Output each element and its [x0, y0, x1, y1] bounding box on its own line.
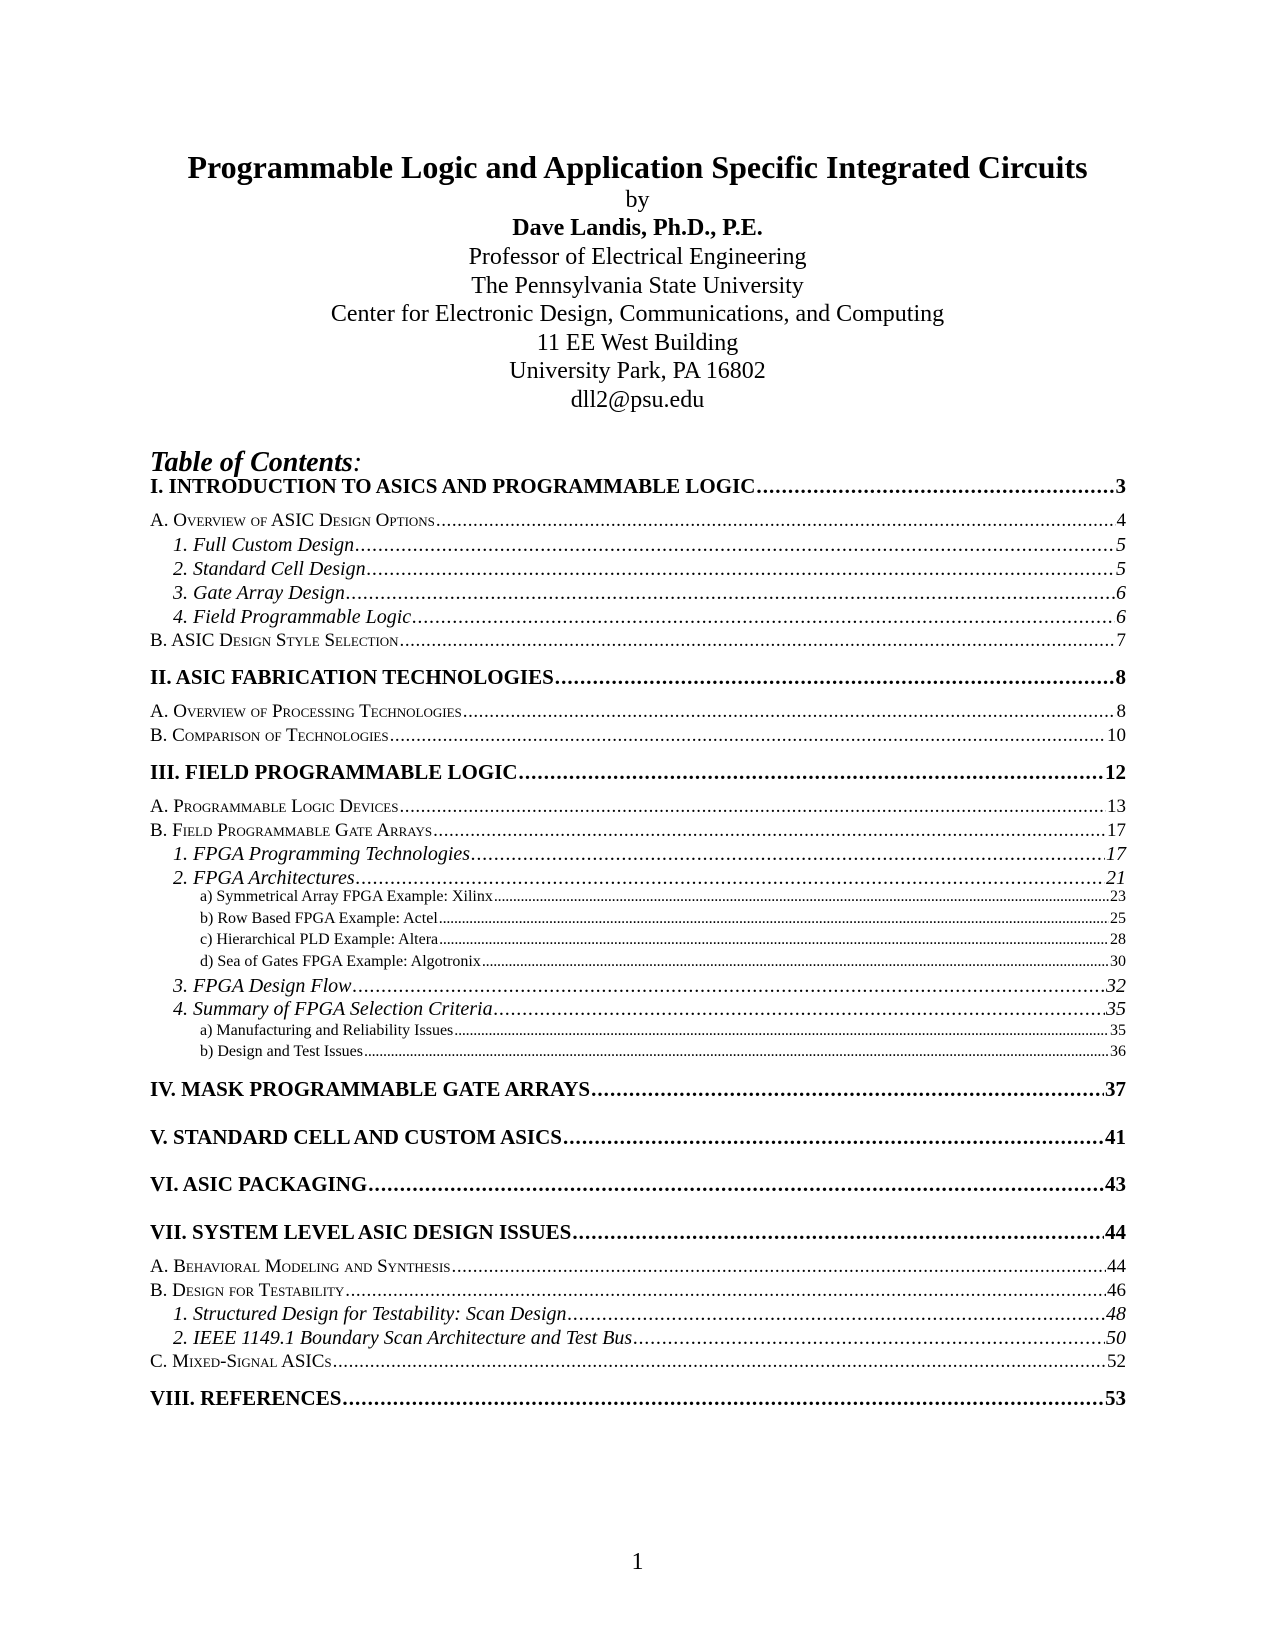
toc-entry-page-number: 6	[1116, 606, 1126, 628]
toc-entry-label: a) Symmetrical Array FPGA Example: Xilinx	[200, 888, 493, 905]
toc-entry-chapter[interactable]	[150, 1386, 1126, 1411]
toc-entry-page-number: 43	[1105, 1172, 1126, 1196]
toc-entry-label: 1. Full Custom Design	[173, 534, 355, 556]
toc-entry-label: 4. Field Programmable Logic	[173, 606, 412, 628]
toc-entry-label: VII. SYSTEM LEVEL ASIC DESIGN ISSUES	[150, 1220, 572, 1244]
toc-entry-label: III. FIELD PROGRAMMABLE LOGIC	[150, 760, 518, 784]
toc-dot-leader	[400, 630, 1116, 652]
toc-entry-label: 3. FPGA Design Flow	[173, 975, 352, 997]
toc-entry-sub[interactable]	[173, 975, 1126, 998]
toc-entry-label: IV. MASK PROGRAMMABLE GATE ARRAYS	[150, 1077, 591, 1101]
toc-dot-leader	[412, 606, 1115, 629]
toc-dot-leader	[555, 665, 1115, 690]
toc-dot-leader	[463, 701, 1116, 723]
toc-entry-sub[interactable]	[173, 1303, 1126, 1326]
title-block	[0, 148, 1275, 415]
toc-dot-leader	[572, 1220, 1104, 1245]
toc-entry-page-number: 17	[1107, 820, 1126, 841]
toc-dot-leader	[563, 1125, 1104, 1150]
toc-entry-page-number: 17	[1106, 843, 1126, 865]
document-title: Programmable Logic and Application Specific Integrated Circuits	[187, 149, 1088, 185]
toc-dot-leader	[345, 1280, 1106, 1302]
toc-entry-sub[interactable]	[173, 843, 1126, 866]
toc-entry-page-number: 10	[1107, 725, 1126, 746]
toc-entry-section[interactable]	[150, 510, 1126, 532]
toc-dot-leader	[568, 1303, 1106, 1326]
toc-entry-page-number: 7	[1116, 630, 1126, 651]
toc-entry-label: 1. Structured Design for Testability: Scan Design	[173, 1303, 567, 1325]
toc-entry-section[interactable]	[150, 1256, 1126, 1278]
toc-entry-page-number: 5	[1116, 558, 1126, 580]
toc-entry-page-number: 6	[1116, 582, 1126, 604]
toc-entry-label: B. Field Programmable Gate Arrays	[150, 820, 433, 841]
toc-entry-page-number: 5	[1116, 534, 1126, 556]
author-title: Professor of Electrical Engineering	[468, 244, 807, 270]
toc-entry-page-number: 35	[1106, 998, 1126, 1020]
toc-entry-page-number: 46	[1107, 1280, 1126, 1301]
toc-dot-leader	[356, 867, 1105, 890]
toc-dot-leader	[390, 725, 1106, 747]
toc-entry-label: 3. Gate Array Design	[173, 582, 345, 604]
toc-entry-label: c) Hierarchical PLD Example: Altera	[200, 931, 439, 948]
toc-dot-leader	[368, 1172, 1104, 1197]
toc-entry-label: 2. Standard Cell Design	[173, 558, 366, 580]
toc-dot-leader	[519, 760, 1104, 785]
toc-dot-leader	[399, 796, 1106, 818]
toc-entry-section[interactable]	[150, 820, 1126, 842]
toc-entry-label: 2. IEEE 1149.1 Boundary Scan Architecture and Test Bus	[173, 1327, 633, 1349]
toc-entry-section[interactable]	[150, 701, 1126, 723]
toc-entry-page-number: 53	[1105, 1386, 1126, 1410]
toc-entry-label: A. Overview of ASIC Design Options	[150, 510, 435, 531]
toc-entry-label: C. Mixed-Signal ASICs	[150, 1351, 332, 1372]
toc-entry-label: b) Row Based FPGA Example: Actel	[200, 910, 438, 927]
toc-entry-label: b) Design and Test Issues	[200, 1043, 364, 1060]
toc-entry-label: B. Comparison of Technologies	[150, 725, 389, 746]
toc-entry-subsub[interactable]	[200, 888, 1126, 906]
toc-entry-section[interactable]	[150, 630, 1126, 652]
author-email: dll2@psu.edu	[570, 386, 705, 413]
toc-entry-subsub[interactable]	[200, 1022, 1126, 1040]
toc-entry-page-number: 41	[1105, 1125, 1126, 1149]
byline: by	[625, 187, 650, 213]
toc-entry-page-number: 3	[1115, 474, 1126, 498]
toc-entry-label: II. ASIC FABRICATION TECHNOLOGIES	[150, 665, 554, 689]
toc-entry-page-number: 44	[1105, 1220, 1126, 1244]
toc-dot-leader	[333, 1351, 1106, 1373]
toc-entry-page-number: 4	[1116, 510, 1126, 531]
toc-entry-subsub[interactable]	[200, 1043, 1126, 1061]
toc-entry-sub[interactable]	[173, 998, 1126, 1021]
toc-dot-leader	[756, 474, 1114, 499]
toc-entry-sub[interactable]	[173, 606, 1126, 629]
toc-entry-subsub[interactable]	[200, 931, 1126, 949]
toc-entry-label: A. Programmable Logic Devices	[150, 796, 399, 817]
toc-dot-leader	[439, 931, 1109, 949]
toc-entry-page-number: 35	[1110, 1022, 1126, 1039]
toc-entry-label: a) Manufacturing and Reliability Issues	[200, 1022, 454, 1039]
toc-entry-label: VI. ASIC PACKAGING	[150, 1172, 368, 1196]
toc-entry-label: 1. FPGA Programming Technologies	[173, 843, 471, 865]
toc-entry-page-number: 52	[1107, 1351, 1126, 1372]
toc-entry-page-number: 8	[1116, 701, 1126, 722]
university-name: The Pennsylvania State University	[471, 272, 804, 299]
toc-dot-leader	[346, 582, 1115, 605]
toc-entry-page-number: 25	[1110, 910, 1126, 927]
toc-entry-page-number: 48	[1106, 1303, 1126, 1325]
toc-dot-leader	[591, 1077, 1104, 1102]
toc-dot-leader	[494, 998, 1105, 1021]
toc-entry-page-number: 28	[1110, 931, 1126, 948]
toc-entry-chapter[interactable]	[150, 665, 1126, 690]
author-name: Dave Landis, Ph.D., P.E.	[512, 215, 763, 241]
toc-entry-subsub[interactable]	[200, 910, 1126, 928]
toc-entry-sub[interactable]	[173, 867, 1126, 890]
toc-entry-section[interactable]	[150, 796, 1126, 818]
toc-entry-subsub[interactable]	[200, 953, 1126, 971]
toc-dot-leader	[452, 1256, 1106, 1278]
toc-entry-page-number: 21	[1106, 867, 1126, 889]
toc-entry-page-number: 37	[1105, 1077, 1126, 1101]
toc-entry-label: 2. FPGA Architectures	[173, 867, 355, 889]
toc-entry-page-number: 30	[1110, 953, 1126, 970]
toc-entry-page-number: 23	[1110, 888, 1126, 905]
toc-dot-leader	[439, 910, 1109, 928]
toc-entry-chapter[interactable]	[150, 760, 1126, 785]
toc-dot-leader	[364, 1043, 1109, 1061]
toc-dot-leader	[633, 1327, 1105, 1350]
city-address: University Park, PA 16802	[509, 358, 766, 385]
toc-entry-section[interactable]	[150, 1280, 1126, 1302]
toc-entry-label: B. Design for Testability	[150, 1280, 345, 1301]
toc-dot-leader	[482, 953, 1109, 971]
toc-entry-section[interactable]	[150, 725, 1126, 747]
toc-entry-chapter[interactable]	[150, 1172, 1126, 1197]
toc-dot-leader	[433, 820, 1106, 842]
toc-entry-label: d) Sea of Gates FPGA Example: Algotronix	[200, 953, 481, 970]
page-number: 1	[631, 1549, 644, 1575]
toc-entry-page-number: 8	[1115, 665, 1126, 689]
toc-dot-leader	[471, 843, 1105, 866]
toc-entry-sub[interactable]	[173, 534, 1126, 557]
toc-dot-leader	[353, 975, 1105, 998]
toc-entry-label: B. ASIC Design Style Selection	[150, 630, 399, 651]
toc-dot-leader	[494, 888, 1109, 906]
toc-heading-text: Table of Contents	[150, 447, 353, 478]
toc-entry-page-number: 36	[1110, 1043, 1126, 1060]
toc-dot-leader	[454, 1022, 1109, 1040]
building-address: 11 EE West Building	[536, 329, 739, 356]
toc-entry-sub[interactable]	[173, 1327, 1126, 1350]
toc-dot-leader	[436, 510, 1116, 532]
toc-entry-sub[interactable]	[173, 558, 1126, 581]
toc-entry-label: A. Behavioral Modeling and Synthesis	[150, 1256, 451, 1277]
toc-entry-section[interactable]	[150, 1351, 1126, 1373]
toc-entry-chapter[interactable]	[150, 1077, 1126, 1102]
toc-entry-page-number: 50	[1106, 1327, 1126, 1349]
toc-entry-label: I. INTRODUCTION TO ASICS AND PROGRAMMABLE LOGIC	[150, 474, 756, 498]
toc-entry-page-number: 13	[1107, 796, 1126, 817]
toc-entry-chapter[interactable]	[150, 474, 1126, 499]
toc-entry-page-number: 12	[1105, 760, 1126, 784]
toc-dot-leader	[367, 558, 1115, 581]
toc-heading-colon: :	[352, 447, 363, 478]
toc-entry-chapter[interactable]	[150, 1220, 1126, 1245]
toc-dot-leader	[342, 1386, 1104, 1411]
toc-entry-label: VIII. REFERENCES	[150, 1386, 342, 1410]
toc-entry-page-number: 44	[1107, 1256, 1126, 1277]
toc-entry-label: A. Overview of Processing Technologies	[150, 701, 462, 722]
toc-entry-sub[interactable]	[173, 582, 1126, 605]
center-name: Center for Electronic Design, Communications, and Computing	[330, 301, 945, 328]
toc-dot-leader	[355, 534, 1115, 557]
toc-entry-chapter[interactable]	[150, 1125, 1126, 1150]
toc-entry-label: V. STANDARD CELL AND CUSTOM ASICS	[150, 1125, 562, 1149]
toc-entry-label: 4. Summary of FPGA Selection Criteria	[173, 998, 493, 1020]
toc-entry-page-number: 32	[1106, 975, 1126, 997]
